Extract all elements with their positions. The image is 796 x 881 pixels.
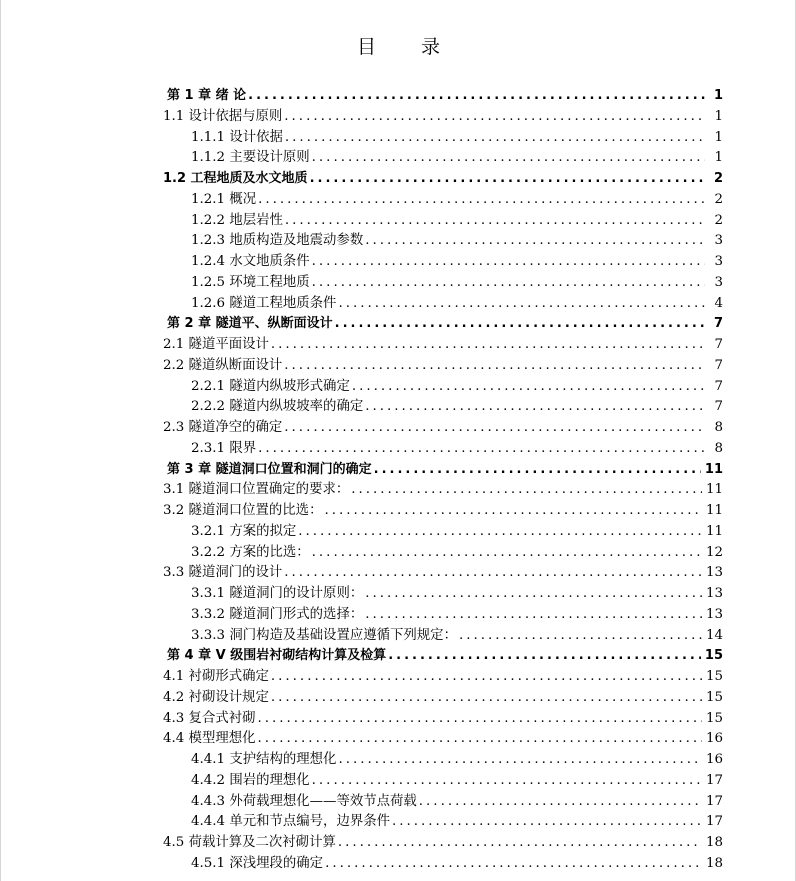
toc-title: [1, 32, 796, 59]
toc-page-number: 16: [705, 731, 723, 747]
toc-entry[interactable]: [163, 854, 723, 875]
toc-entry[interactable]: [163, 335, 723, 356]
toc-leader-dots: [248, 86, 705, 107]
toc-page-number: 17: [705, 793, 723, 809]
toc-entry[interactable]: [163, 107, 723, 128]
toc-entry-label: 2.2.2 隧道内纵坡坡率的确定: [191, 399, 364, 415]
toc-entry-label: 4.2 衬砌设计规定: [163, 689, 269, 705]
toc-entry-label: 4.3 复合式衬砌: [163, 710, 256, 726]
toc-entry-label: 3.3.3 洞门构造及基础设置应遵循下列规定：: [191, 627, 457, 643]
toc-entry[interactable]: [163, 190, 723, 211]
toc-page-number: 1: [714, 129, 723, 145]
toc-leader-dots: [310, 169, 705, 190]
toc-entry[interactable]: [163, 397, 723, 418]
toc-leader-dots: [365, 605, 702, 626]
toc-leader-dots: [335, 314, 705, 335]
toc-entry[interactable]: [163, 646, 723, 667]
toc-page-number: 18: [705, 835, 723, 850]
toc-entry-label: 2.2 隧道纵断面设计: [163, 357, 283, 373]
toc-page-number: 2: [714, 212, 723, 228]
toc-leader-dots: [365, 584, 702, 605]
toc-entry[interactable]: [163, 667, 723, 688]
toc-leader-dots: [285, 128, 705, 149]
toc-entry[interactable]: [163, 750, 723, 771]
toc-leader-dots: [298, 522, 702, 543]
toc-page-number: 8: [714, 440, 723, 456]
toc-page-number: 15: [705, 669, 723, 684]
toc-leader-dots: [271, 335, 705, 356]
toc-entry-label: 3.2.1 方案的拟定: [191, 523, 297, 539]
toc-entry-label: 2.2.1 隧道内纵坡形式确定: [191, 378, 350, 394]
toc-title-part2: 录: [421, 36, 442, 58]
toc-entry-label: 第 1 章 绪 论: [167, 88, 247, 103]
toc-leader-dots: [419, 792, 702, 813]
toc-leader-dots: [312, 543, 702, 564]
toc-entry[interactable]: [163, 148, 723, 169]
toc-entry[interactable]: [163, 439, 723, 460]
toc-entry-label: 3.2.2 方案的比选：: [191, 544, 310, 560]
toc-entry-label: 4.4.2 围岩的理想化: [191, 772, 310, 788]
toc-page-number: 7: [714, 378, 723, 394]
toc-page-number: 1: [713, 88, 723, 103]
toc-entry[interactable]: [163, 128, 723, 149]
toc-leader-dots: [352, 377, 705, 398]
toc-entry-label: 4.4.4 单元和节点编号，边界条件: [191, 814, 391, 830]
toc-entry[interactable]: [163, 543, 723, 564]
toc-entry[interactable]: [163, 729, 723, 750]
toc-entry-label: 2.3.1 限界: [191, 440, 257, 456]
toc-entry[interactable]: [163, 231, 723, 252]
toc-page-number: 7: [713, 316, 723, 332]
toc-page-number: 11: [705, 503, 723, 518]
toc-page-number: 16: [705, 752, 723, 767]
toc-entry[interactable]: [163, 792, 723, 813]
toc-page-number: 1: [714, 108, 723, 124]
toc-page-number: 15: [705, 710, 723, 726]
toc-page-number: 11: [704, 461, 723, 477]
toc-leader-dots: [258, 709, 702, 730]
toc-entry-label: 1.1 设计依据与原则: [163, 108, 283, 124]
toc-leader-dots: [324, 501, 701, 522]
toc-leader-dots: [325, 854, 702, 875]
toc-entry[interactable]: [163, 626, 723, 647]
toc-page-number: 7: [714, 357, 723, 373]
toc-page-number: 8: [714, 420, 723, 435]
toc-entry-label: 2.1 隧道平面设计: [163, 337, 269, 352]
toc-leader-dots: [285, 211, 705, 232]
toc-entry-label: 4.4 模型理想化: [163, 731, 256, 747]
toc-leader-dots: [271, 667, 702, 688]
toc-page-number: 3: [714, 233, 723, 249]
toc-entry-label: 第 3 章 隧道洞口位置和洞门的确定: [167, 461, 372, 477]
toc-entry[interactable]: [163, 356, 723, 377]
toc-page-number: 3: [714, 274, 723, 290]
toc-entry[interactable]: [163, 584, 723, 605]
toc-leader-dots: [459, 626, 702, 647]
toc-entry[interactable]: [163, 480, 723, 501]
toc-page-number: 2: [713, 171, 723, 186]
toc-entry[interactable]: [163, 294, 723, 315]
toc-entry-label: 1.1.2 主要设计原则: [191, 150, 310, 166]
toc-entry[interactable]: [163, 812, 723, 833]
toc-page-number: 13: [705, 586, 723, 601]
toc-page-number: 13: [705, 565, 723, 581]
toc-leader-dots: [258, 439, 705, 460]
toc-leader-dots: [365, 397, 705, 418]
toc-entry-label: 4.1 衬砌形式确定: [163, 669, 269, 684]
toc-page-number: 11: [705, 482, 723, 498]
toc-leader-dots: [284, 563, 702, 584]
toc-leader-dots: [338, 750, 702, 771]
toc-page-number: 12: [705, 544, 723, 560]
toc-page-number: 4: [714, 295, 723, 311]
toc-leader-dots: [374, 460, 701, 481]
toc-leader-dots: [312, 252, 705, 273]
toc-entry-label: 4.5 荷载计算及二次衬砌计算: [163, 835, 336, 850]
toc-entry[interactable]: [163, 833, 723, 854]
toc-entry[interactable]: [163, 563, 723, 584]
toc-page-number: 15: [705, 689, 723, 705]
toc-leader-dots: [351, 480, 702, 501]
toc-entry[interactable]: [163, 709, 723, 730]
toc-leader-dots: [388, 646, 701, 667]
toc-entry-label: 1.2.1 概况: [191, 191, 257, 207]
toc-leader-dots: [258, 729, 702, 750]
toc-leader-dots: [312, 771, 702, 792]
toc-entry-label: 1.2.5 环境工程地质: [191, 274, 310, 290]
toc-page-number: 2: [714, 191, 723, 207]
toc-leader-dots: [284, 107, 705, 128]
toc-entry-label: 4.4.1 支护结构的理想化: [191, 752, 337, 767]
toc-page-number: 3: [714, 254, 723, 269]
toc-entry-label: 第 4 章 V 级围岩衬砌结构计算及检算: [167, 648, 387, 664]
toc-leader-dots: [312, 273, 705, 294]
toc-entry-label: 3.3 隧道洞门的设计: [163, 565, 283, 581]
toc-leader-dots: [312, 148, 705, 169]
toc-entry-label: 3.2 隧道洞口位置的比选：: [163, 503, 323, 518]
toc-entry-label: 1.2.6 隧道工程地质条件: [191, 295, 337, 311]
toc-entry-label: 3.1 隧道洞口位置确定的要求：: [163, 482, 350, 498]
toc-entry-label: 1.2.2 地层岩性: [191, 212, 283, 228]
toc-entry-label: 4.4.3 外荷载理想化——等效节点荷载: [191, 793, 417, 809]
toc-entry[interactable]: [163, 273, 723, 294]
toc-entry-label: 1.2 工程地质及水文地质: [163, 171, 308, 186]
toc-page-number: 1: [714, 150, 723, 166]
toc-entry[interactable]: [163, 688, 723, 709]
toc-leader-dots: [338, 294, 705, 315]
toc-entry[interactable]: [163, 314, 723, 335]
toc-title-part1: 目: [356, 36, 377, 58]
toc-page-number: 15: [704, 648, 723, 664]
toc-entry-label: 1.2.3 地质构造及地震动参数: [191, 233, 364, 249]
toc-page-number: 18: [705, 855, 723, 871]
table-of-contents: [163, 86, 723, 875]
toc-entry-label: 第 2 章 隧道平、纵断面设计: [167, 316, 333, 332]
toc-entry[interactable]: [163, 418, 723, 439]
toc-leader-dots: [271, 688, 702, 709]
toc-page-number: 17: [705, 772, 723, 788]
toc-entry-label: 1.2.4 水文地质条件: [191, 254, 310, 269]
toc-entry[interactable]: [163, 377, 723, 398]
toc-page-number: 14: [705, 627, 723, 643]
toc-leader-dots: [284, 356, 705, 377]
toc-page-number: 11: [705, 523, 723, 539]
toc-entry-label: 3.3.1 隧道洞门的设计原则：: [191, 586, 364, 601]
toc-page-number: 7: [714, 399, 723, 415]
toc-entry[interactable]: [163, 252, 723, 273]
toc-leader-dots: [338, 833, 702, 854]
toc-entry[interactable]: [163, 771, 723, 792]
toc-page-number: 13: [705, 606, 723, 622]
toc-entry[interactable]: [163, 605, 723, 626]
toc-leader-dots: [365, 231, 705, 252]
toc-entry-label: 1.1.1 设计依据: [191, 129, 283, 145]
toc-entry[interactable]: [163, 460, 723, 481]
toc-leader-dots: [284, 418, 705, 439]
toc-entry-label: 3.3.2 隧道洞门形式的选择：: [191, 606, 364, 622]
toc-entry[interactable]: [163, 211, 723, 232]
toc-entry-label: 2.3 隧道净空的确定: [163, 420, 283, 435]
toc-page-number: 17: [705, 814, 723, 830]
toc-entry[interactable]: [163, 86, 723, 107]
toc-entry[interactable]: [163, 501, 723, 522]
toc-entry-label: 4.5.1 深浅埋段的确定: [191, 855, 324, 871]
toc-entry[interactable]: [163, 169, 723, 190]
toc-leader-dots: [392, 812, 702, 833]
toc-leader-dots: [258, 190, 705, 211]
toc-page-number: 7: [714, 337, 723, 352]
toc-entry[interactable]: [163, 522, 723, 543]
